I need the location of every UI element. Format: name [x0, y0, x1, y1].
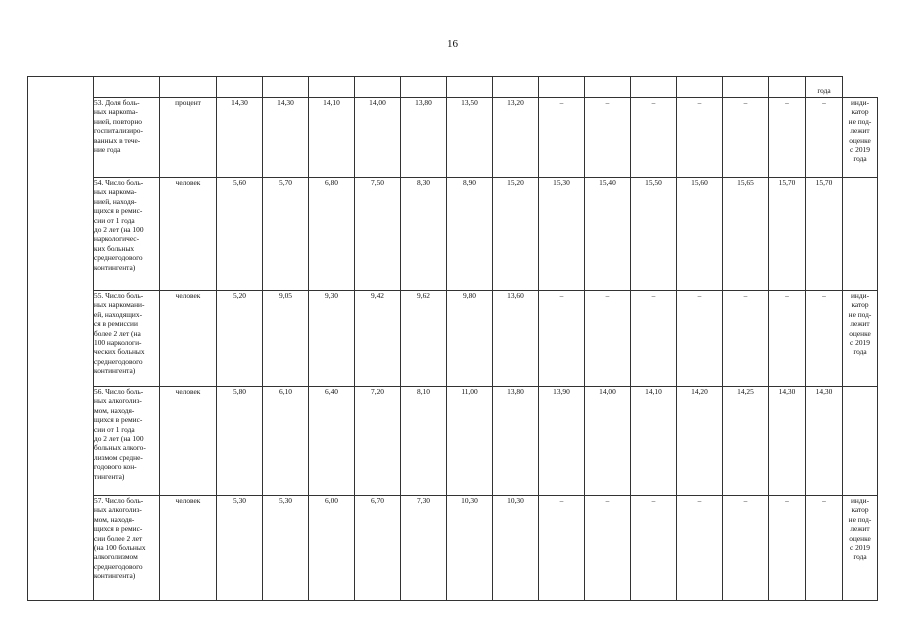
unit-cell: человек: [160, 178, 217, 291]
value-cell: 6,00: [309, 496, 355, 601]
note-line: лежит: [850, 126, 870, 136]
value-cell: –: [631, 291, 677, 387]
value-cell: 13,20: [493, 98, 539, 178]
note-cell: [843, 496, 878, 601]
value-cell: 5,80: [217, 387, 263, 496]
indicator-name-line: контингента): [94, 366, 136, 376]
indicator-name-line: ных наркома-: [94, 187, 137, 197]
value-cell: 9,80: [447, 291, 493, 387]
value-cell: 14,25: [723, 387, 769, 496]
indicator-name: [94, 178, 160, 291]
value-cell: 15,70: [806, 178, 843, 291]
indicator-name-line: ческих больных: [94, 347, 145, 357]
indicator-name-line: среднегодового: [94, 253, 143, 263]
indicator-name-line: сии от 1 года: [94, 215, 135, 225]
note-line: катор: [851, 107, 869, 117]
note-line: года: [853, 347, 867, 357]
value-cell: 14,00: [355, 98, 401, 178]
indicator-name-line: сии более 2 лет: [94, 533, 143, 543]
indicator-name: [94, 496, 160, 601]
value-cell: –: [769, 98, 806, 178]
value-cell: –: [631, 98, 677, 178]
value-cell: 7,20: [355, 387, 401, 496]
value-cell: [585, 77, 631, 98]
indicator-name: [94, 291, 160, 387]
value-cell: 14,20: [677, 387, 723, 496]
table-row: [28, 98, 878, 178]
indicator-name-line: ных наркомани-: [94, 300, 145, 310]
indicator-name-line: мом, находя-: [94, 405, 135, 415]
value-cell: 6,40: [309, 387, 355, 496]
value-cell: [539, 77, 585, 98]
indicator-name-line: ся в ремиссии: [94, 319, 138, 329]
indicator-name-line: ние года: [94, 145, 121, 155]
value-cell: 5,30: [217, 496, 263, 601]
indicator-name-line: нией, повторно: [94, 116, 142, 126]
value-cell: –: [723, 291, 769, 387]
indicator-name-line: среднегодового: [94, 561, 143, 571]
note-cell: [843, 98, 878, 178]
value-cell: 5,20: [217, 291, 263, 387]
value-cell: 10,30: [447, 496, 493, 601]
indicator-name-line: госпитализиро-: [94, 126, 143, 136]
value-cell: 7,30: [401, 496, 447, 601]
table-row: [28, 178, 878, 291]
note-line: катор: [851, 505, 869, 515]
note-line: оценке: [849, 328, 871, 338]
note-line: инди-: [850, 496, 870, 505]
value-cell: 13,60: [493, 291, 539, 387]
value-cell: 9,30: [309, 291, 355, 387]
indicator-name-line: 53. Доля боль-: [94, 98, 140, 107]
value-cell: –: [769, 496, 806, 601]
indicator-name-line: ей, находящих-: [94, 309, 143, 319]
indicator-name-line: ных наркоmа-: [94, 107, 138, 117]
indicator-name-line: контингента): [94, 571, 136, 581]
value-cell: 15,60: [677, 178, 723, 291]
unit-cell: человек: [160, 291, 217, 387]
value-cell: 6,70: [355, 496, 401, 601]
note-line: с 2019: [850, 338, 870, 348]
value-cell: –: [677, 496, 723, 601]
page-number: 16: [447, 38, 458, 50]
value-cell: 14,30: [217, 98, 263, 178]
indicator-name-line: больных алкого-: [94, 443, 146, 453]
value-cell: [631, 77, 677, 98]
note-cell: года: [806, 77, 843, 98]
unit-cell: человек: [160, 496, 217, 601]
note-cell: [843, 178, 878, 291]
note-line: оценке: [849, 135, 871, 145]
indicator-name-line: тингента): [94, 471, 125, 481]
value-cell: [493, 77, 539, 98]
indicator-name-line: нией, находя-: [94, 196, 137, 206]
value-cell: 14,00: [585, 387, 631, 496]
note-line: с 2019: [850, 543, 870, 553]
indicator-name-line: более 2 лет (на: [94, 328, 141, 338]
value-cell: 7,50: [355, 178, 401, 291]
value-cell: –: [631, 496, 677, 601]
value-cell: 6,10: [263, 387, 309, 496]
note-line: оценке: [849, 533, 871, 543]
value-cell: –: [677, 98, 723, 178]
note-line: инди-: [850, 98, 870, 107]
value-cell: –: [539, 291, 585, 387]
indicator-name-line: контингента): [94, 262, 136, 272]
value-cell: 13,80: [493, 387, 539, 496]
value-cell: [401, 77, 447, 98]
indicator-name-line: ных алкоголиз-: [94, 396, 142, 406]
indicator-name-line: 55. Число боль-: [94, 291, 144, 300]
value-cell: 14,30: [769, 387, 806, 496]
value-cell: 9,05: [263, 291, 309, 387]
note-line: не под-: [848, 309, 872, 319]
value-cell: –: [806, 98, 843, 178]
value-cell: –: [539, 496, 585, 601]
table-row: [28, 496, 878, 601]
indicator-name-line: среднегодового: [94, 356, 143, 366]
table-row-continuation: [28, 77, 878, 98]
value-cell: 14,10: [631, 387, 677, 496]
note-line: лежит: [850, 524, 870, 534]
value-cell: 8,90: [447, 178, 493, 291]
indicator-name-line: до 2 лет (на 100: [94, 434, 144, 444]
value-cell: [677, 77, 723, 98]
indicator-name-line: годового кон-: [94, 462, 137, 472]
indicator-name-line: лизмом средне-: [94, 452, 143, 462]
indicator-name-line: 57. Число боль-: [94, 496, 144, 505]
value-cell: 13,50: [447, 98, 493, 178]
note-line: не под-: [848, 514, 872, 524]
value-cell: –: [539, 98, 585, 178]
value-cell: 14,30: [806, 387, 843, 496]
value-cell: 8,30: [401, 178, 447, 291]
value-cell: –: [723, 496, 769, 601]
value-cell: 14,30: [263, 98, 309, 178]
value-cell: 6,80: [309, 178, 355, 291]
value-cell: [309, 77, 355, 98]
indicator-name-line: 56. Число боль-: [94, 387, 144, 396]
value-cell: [263, 77, 309, 98]
value-cell: 11,00: [447, 387, 493, 496]
note-line: инди-: [850, 291, 870, 300]
table-row: [28, 291, 878, 387]
value-cell: 15,70: [769, 178, 806, 291]
value-cell: 15,20: [493, 178, 539, 291]
value-cell: 9,62: [401, 291, 447, 387]
value-cell: –: [769, 291, 806, 387]
name-cell: [94, 77, 160, 98]
unit-cell: [160, 77, 217, 98]
note-cell: [843, 387, 878, 496]
value-cell: –: [806, 496, 843, 601]
indicator-name-line: наркологичес-: [94, 234, 140, 244]
indicator-name: [94, 98, 160, 178]
unit-cell: человек: [160, 387, 217, 496]
value-cell: 5,70: [263, 178, 309, 291]
indicator-name-line: ных алкоголиз-: [94, 505, 142, 515]
indicator-name-line: 54. Число боль-: [94, 178, 144, 187]
value-cell: –: [677, 291, 723, 387]
note-line: с 2019: [850, 145, 870, 155]
value-cell: [447, 77, 493, 98]
indicator-table: [27, 76, 878, 601]
value-cell: [217, 77, 263, 98]
indicator-name-line: щихся в ремис-: [94, 524, 143, 534]
value-cell: –: [585, 98, 631, 178]
value-cell: –: [723, 98, 769, 178]
note-line: года: [853, 552, 867, 562]
indicator-name-line: 100 наркологи-: [94, 338, 142, 348]
value-cell: [769, 77, 806, 98]
indicator-name-line: (на 100 больных: [94, 543, 146, 553]
value-cell: –: [585, 291, 631, 387]
note-line: не под-: [848, 116, 872, 126]
value-cell: 15,50: [631, 178, 677, 291]
value-cell: 5,30: [263, 496, 309, 601]
indicator-name: [94, 387, 160, 496]
indicator-name-line: ванных в тече-: [94, 135, 141, 145]
unit-cell: процент: [160, 98, 217, 178]
value-cell: –: [585, 496, 631, 601]
value-cell: [723, 77, 769, 98]
value-cell: [355, 77, 401, 98]
note-line: года: [853, 154, 867, 164]
note-line: лежит: [850, 319, 870, 329]
note-line: катор: [851, 300, 869, 310]
indicator-name-line: до 2 лет (на 100: [94, 225, 144, 235]
value-cell: 9,42: [355, 291, 401, 387]
indicator-name-line: мом, находя-: [94, 514, 135, 524]
value-cell: 13,80: [401, 98, 447, 178]
indicator-name-line: алкоголизмом: [94, 552, 138, 562]
value-cell: 15,65: [723, 178, 769, 291]
value-cell: 14,10: [309, 98, 355, 178]
value-cell: –: [806, 291, 843, 387]
value-cell: 13,90: [539, 387, 585, 496]
value-cell: 5,60: [217, 178, 263, 291]
indicator-name-line: щихся в ремис-: [94, 206, 143, 216]
indicator-name-line: щихся в ремис-: [94, 415, 143, 425]
value-cell: 10,30: [493, 496, 539, 601]
value-cell: 15,40: [585, 178, 631, 291]
table-row: [28, 387, 878, 496]
indicator-name-line: ких больных: [94, 243, 135, 253]
group-cell: [28, 77, 94, 601]
note-cell: [843, 291, 878, 387]
value-cell: 15,30: [539, 178, 585, 291]
indicator-name-line: сии от 1 года: [94, 424, 135, 434]
value-cell: 8,10: [401, 387, 447, 496]
